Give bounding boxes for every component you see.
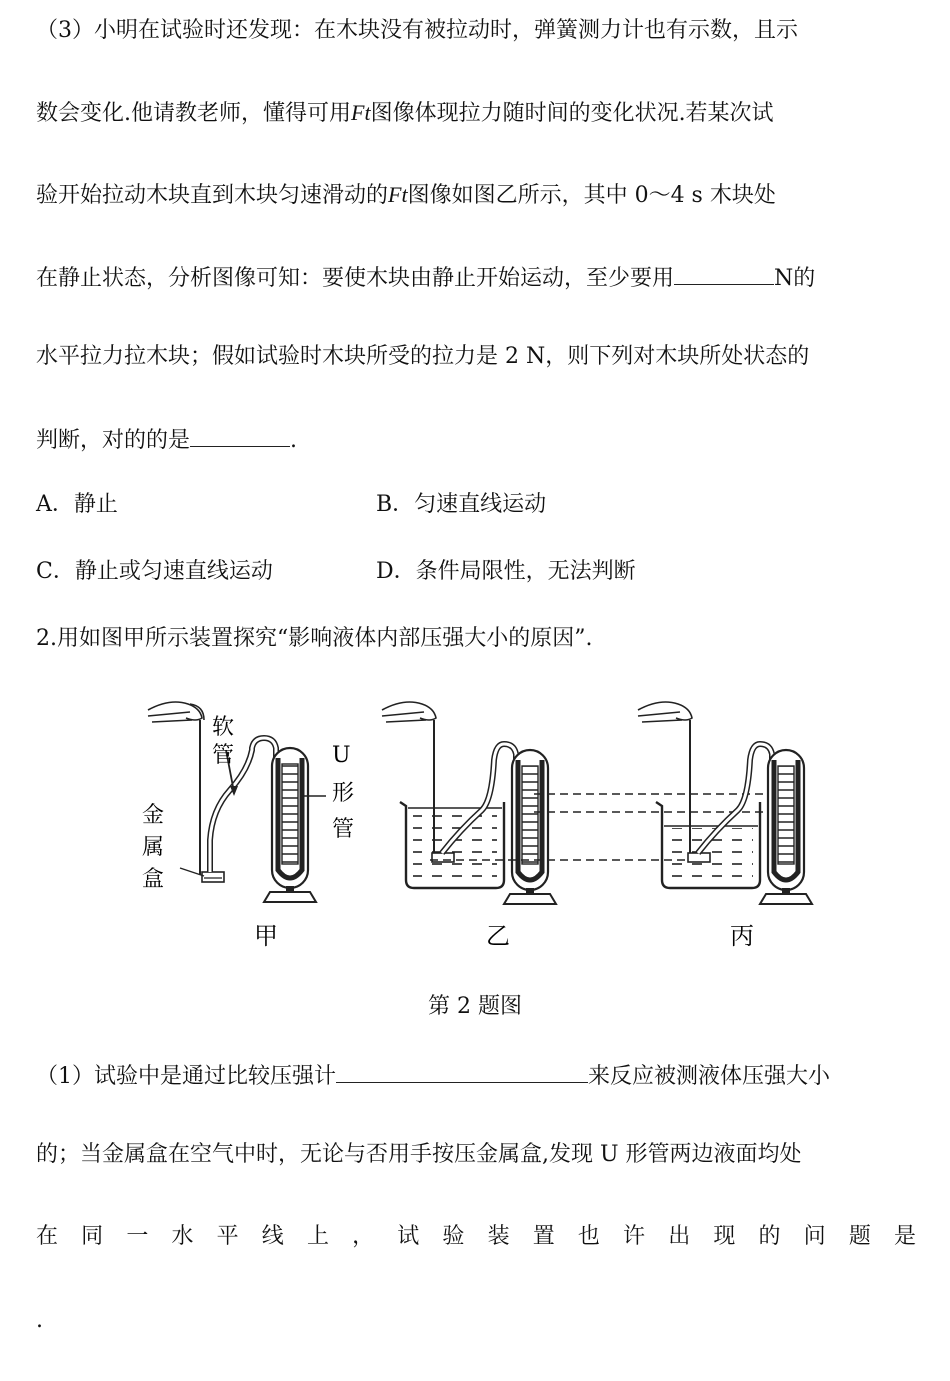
char: 线 (261, 1224, 284, 1249)
q1-part3-line-5: 水平拉力拉木块；假如试验时木块所受的拉力是 2 N，则下列对木块所处状态的 (36, 344, 810, 369)
q1-part3-line-6 (36, 424, 297, 454)
q2-part1-line-4: . (36, 1308, 43, 1333)
text: 在静止状态，分析图像可知：要使木块由静止开始运动，至少要用 (36, 266, 675, 291)
char: 在 (36, 1224, 59, 1249)
text: 数会变化.他请教老师，懂得可用 (36, 101, 351, 126)
char: 一 (126, 1224, 149, 1249)
setup-yi (382, 702, 556, 950)
label-jinshuhe-3: 盒 (142, 867, 165, 892)
char: 出 (668, 1224, 691, 1249)
u-tube-icon (264, 748, 316, 902)
char: 问 (803, 1224, 826, 1249)
label-yi: 乙 (486, 922, 510, 950)
char: 水 (171, 1224, 194, 1249)
q2-part1-line-2: 的；当金属盒在空气中时，无论与否用手按压金属盒,发现 U 形管两边液面均处 (36, 1142, 802, 1167)
answer-blank-force[interactable] (674, 262, 774, 285)
char: 许 (623, 1224, 646, 1249)
answer-blank-compare[interactable] (336, 1060, 588, 1083)
char: 装 (487, 1224, 510, 1249)
label-ruanguan-2: 管 (212, 743, 235, 768)
text: 判断，对的的是 (36, 428, 191, 453)
char: 是 (893, 1224, 916, 1249)
text: 验开始拉动木块直到木块匀速滑动的 (36, 183, 389, 208)
hand-icon (382, 702, 436, 722)
char: 的 (758, 1224, 781, 1249)
label-u-2: 形 (332, 781, 355, 806)
text: （1）试验中是通过比较压强计 (36, 1064, 336, 1089)
text: N的 (774, 266, 816, 291)
pressure-figure (130, 690, 830, 966)
label-u-3: 管 (332, 817, 355, 842)
q1-part3-line-1: （3）小明在试验时还发现：在木块没有被拉动时，弹簧测力计也有示数，且示 (36, 18, 798, 43)
char: 同 (81, 1224, 104, 1249)
label-jinshuhe-2: 属 (142, 835, 165, 860)
text: 来反应被测液体压强大小 (588, 1064, 831, 1089)
label-bing: 丙 (730, 922, 754, 950)
label-jia: 甲 (254, 922, 278, 950)
q2-part1-line-1 (36, 1060, 830, 1090)
figure-caption: 第 2 题图 (428, 994, 522, 1019)
char: 平 (216, 1224, 239, 1249)
option-a[interactable]: A．静止 (36, 492, 118, 517)
char: 也 (577, 1224, 600, 1249)
label-u-1: U (332, 743, 351, 768)
q1-part3-line-3 (36, 180, 776, 210)
text: 图像如图乙所示，其中 0～4 s 木块处 (407, 183, 776, 208)
option-c[interactable]: C．静止或匀速直线运动 (36, 559, 273, 584)
u-tube-icon (760, 750, 812, 904)
ft-symbol: Ft (351, 100, 371, 125)
option-b[interactable]: B．匀速直线运动 (376, 492, 547, 517)
text: 图像体现拉力随时间的变化状况.若某次试 (370, 101, 774, 126)
q2-part1-line-3 (36, 1222, 916, 1252)
hand-icon (148, 702, 204, 722)
setup-jia (142, 702, 354, 950)
q2-intro: 2.用如图甲所示装置探究“影响液体内部压强大小的原因”. (36, 626, 593, 651)
char: 题 (848, 1224, 871, 1249)
setup-bing (638, 702, 812, 950)
label-ruanguan-1: 软 (212, 715, 235, 740)
label-jinshuhe-1: 金 (142, 803, 165, 828)
q1-part3-line-2 (36, 98, 774, 128)
pressure-diagram (130, 690, 830, 960)
char: 上 (306, 1224, 329, 1249)
text: . (290, 428, 298, 453)
char: 现 (713, 1224, 736, 1249)
u-tube-icon (504, 750, 556, 904)
answer-blank-state[interactable] (190, 424, 290, 447)
ft-symbol: Ft (388, 182, 408, 207)
q1-part3-line-4 (36, 262, 815, 292)
char: 置 (532, 1224, 555, 1249)
hand-icon (638, 702, 692, 722)
char: ， (352, 1224, 375, 1249)
char: 验 (442, 1224, 465, 1249)
char: 试 (397, 1224, 420, 1249)
metal-box-icon (688, 853, 710, 862)
metal-box-icon (202, 872, 224, 882)
option-d[interactable]: D．条件局限性，无法判断 (376, 559, 636, 584)
